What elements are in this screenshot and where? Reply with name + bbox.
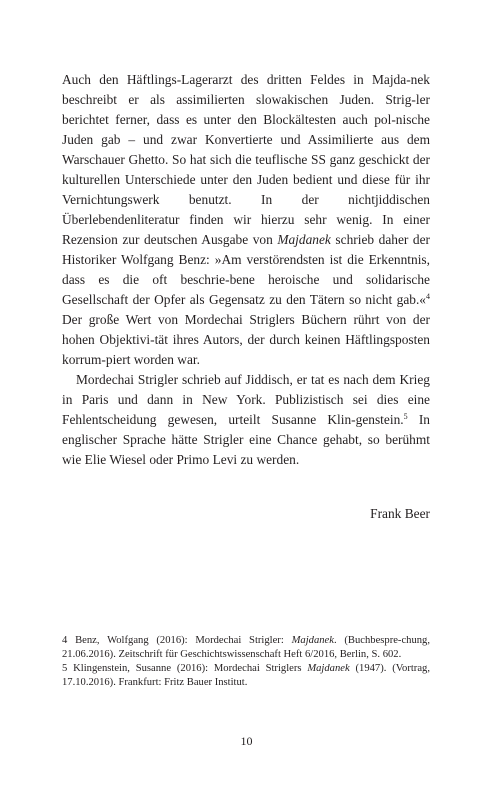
paragraph-1-text-b: schrieb daher der Historiker Wolfgang Benz: »Am verstörendsten ist die Erkenntnis, dass es die oft beschrie-bene heroische und solidarische Gesellschaft der Opfer als Gegensatz zu den Tätern so nicht gab.«	[62, 232, 431, 307]
footnote-4-text-a: 4 Benz, Wolfgang (2016): Mordechai Strigler:	[62, 635, 292, 646]
page-number: 10	[240, 734, 253, 748]
book-title: Majdanek	[277, 232, 331, 247]
footnote-5	[62, 662, 430, 690]
main-text	[62, 70, 431, 521]
paragraph-1-text-c: Der große Wert von Mordechai Striglers Büchern rührt von der hohen Objektivi-tät ihres Autors, der durch keinen Häftlingsposten korrum-piert worden war.	[62, 312, 430, 367]
footnote-4-text-b: . (Buchbespre-chung, 21.06.2016). Zeitschrift für Geschichtswissenschaft Heft 6/2016, Berlin, S. 602.	[62, 635, 430, 660]
author-signature: Frank Beer	[370, 506, 430, 521]
paragraph-2-text-a: Mordechai Strigler schrieb auf Jiddisch, er tat es nach dem Krieg in Paris und dann in New York. Publizistisch sei dies eine Fehlentscheidung gewesen, urteilt Susanne Klin-genstein.	[62, 372, 430, 427]
footnote-5-text-a: 5 Klingenstein, Susanne (2016): Mordechai Striglers	[62, 663, 308, 674]
footnote-ref-5[interactable]: 5	[403, 412, 408, 421]
footnote-4	[62, 634, 430, 662]
paragraph-1-text-a: Auch den Häftlings-Lagerarzt des dritten Feldes in Majda-nek beschreibt er als assimilierten slowakischen Juden. Strig-ler berichtet ferner, dass es unter den Blockältesten auch pol-nische Juden gab – und zwar Konvertierte und Assimilierte aus dem Warschauer Ghetto. So hat sich die teuflische SS ganz geschickt der kulturellen Unterschiede unter den Juden bedient und diese für ihr Vernichtungswerk benutzt. In der nichtjiddischen Überlebendenliteratur finden wir hierzu sehr wenig. In einer Rezension zur deutschen Ausgabe von	[62, 72, 430, 247]
footnote-5-title: Majdanek	[307, 663, 350, 674]
footnote-5-text-b: (1947). (Vortrag, 17.10.2016). Frankfurt: Fritz Bauer Institut.	[62, 663, 430, 688]
footnote-4-title: Majdanek	[291, 635, 334, 646]
paragraph-2-text-b: In englischer Sprache hätte Strigler eine Chance gehabt, so berühmt wie Elie Wiesel oder Primo Levi zu werden.	[62, 412, 430, 467]
paragraph-1	[62, 70, 430, 370]
footnote-ref-4[interactable]: 4	[426, 292, 430, 301]
footnotes	[62, 634, 430, 690]
paragraph-2	[62, 370, 430, 470]
